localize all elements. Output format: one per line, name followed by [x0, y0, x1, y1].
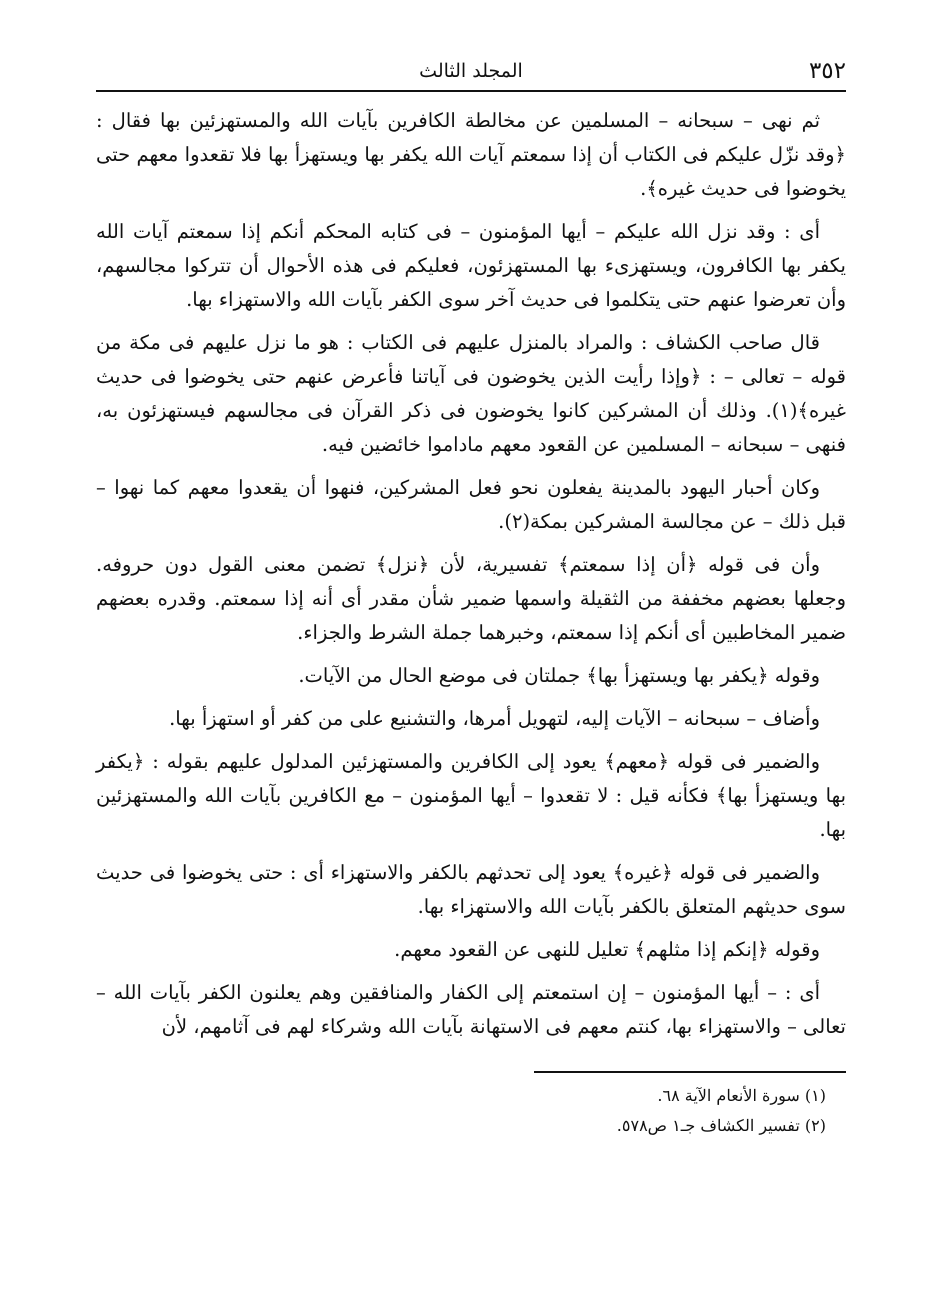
paragraph: قال صاحب الكشاف : والمراد بالمنزل عليهم فى الكتاب : هو ما نزل عليهم فى مكة من قوله – تعالى – : ﴿وإذا رأيت الذين يخوضون فى آياتنا فأعرض عنهم حتى يخوضوا فى حديث غيره﴾(١). وذلك أن المشركين كانوا يخوضون فى ذكر القرآن فى مجالسهم فيستهزئون به، فنهى – سبحانه – المسلمين عن القعود معهم ماداموا خائضين فيه.: [96, 331, 846, 456]
paragraph: وكان أحبار اليهود بالمدينة يفعلون نحو فعل المشركين، فنهوا أن يقعدوا معهم كما نهوا – قبل ذلك – عن مجالسة المشركين بمكة(٢).: [96, 476, 846, 533]
paragraph: والضمير فى قوله ﴿غيره﴾ يعود إلى تحدثهم بالكفر والاستهزاء أى : حتى يخوضوا فى حديث سوى حديثهم المتعلق بالكفر بآيات الله والاستهزاء بها.: [96, 861, 846, 918]
page-number: ٣٥٢: [808, 58, 846, 84]
running-title: المجلد الثالث: [419, 60, 523, 82]
paragraph: وقوله ﴿يكفر بها ويستهزأ بها﴾ جملتان فى موضع الحال من الآيات.: [298, 664, 820, 687]
page-header: [96, 50, 846, 92]
footnote-1: (١) سورة الأنعام الآية ٦٨.: [657, 1086, 826, 1105]
page-body: [96, 104, 846, 1044]
paragraph: وأضاف – سبحانه – الآيات إليه، لتهويل أمرها، والتشنيع على من كفر أو استهزأ بها.: [169, 707, 820, 730]
book-page: [96, 50, 846, 1141]
paragraph: وأن فى قوله ﴿أن إذا سمعتم﴾ تفسيرية، لأن ﴿نزل﴾ تضمن معنى القول دون حروفه. وجعلها بعضهم مخففة من الثقيلة واسمها ضمير شأن مقدر أى أنه إذا سمعتم. وقدره بعضهم ضمير المخاطبين أى أنكم إذا سمعتم، وخبرهما جملة الشرط والجزاء.: [96, 553, 846, 644]
footnote-2: (٢) تفسير الكشاف جـ١ ص٥٧٨.: [616, 1116, 826, 1135]
footnotes: [96, 1081, 846, 1141]
paragraph: ثم نهى – سبحانه – المسلمين عن مخالطة الكافرين بآيات الله والمستهزئين بها فقال : ﴿وقد نزّل عليكم فى الكتاب أن إذا سمعتم آيات الله يكفر بها ويستهزأ بها فلا تقعدوا معهم حتى يخوضوا فى حديث غيره﴾.: [96, 109, 846, 200]
footnote-divider: [534, 1071, 846, 1073]
paragraph: أى : – أيها المؤمنون – إن استمعتم إلى الكفار والمنافقين وهم يعلنون الكفر بآيات الله – تعالى – والاستهزاء بها، كنتم معهم فى الاستهانة بآيات الله وشركاء لهم فى آثامهم، لأن: [96, 981, 846, 1038]
paragraph: أى : وقد نزل الله عليكم – أيها المؤمنون – فى كتابه المحكم أنكم إذا سمعتم آيات الله يكفر بها الكافرون، ويستهزىء بها المستهزئون، فعليكم فى هذه الأحوال أن تتركوا مجالسهم، وأن تعرضوا عنهم حتى يتكلموا فى حديث آخر سوى الكفر بآيات الله والاستهزاء بها.: [96, 220, 846, 311]
paragraph: والضمير فى قوله ﴿معهم﴾ يعود إلى الكافرين والمستهزئين المدلول عليهم بقوله : ﴿يكفر بها ويستهزأ بها﴾ فكأنه قيل : لا تقعدوا – أيها المؤمنون – مع الكافرين بآيات الله والمستهزئين بها.: [96, 750, 846, 841]
paragraph: وقوله ﴿إنكم إذا مثلهم﴾ تعليل للنهى عن القعود معهم.: [394, 938, 820, 961]
